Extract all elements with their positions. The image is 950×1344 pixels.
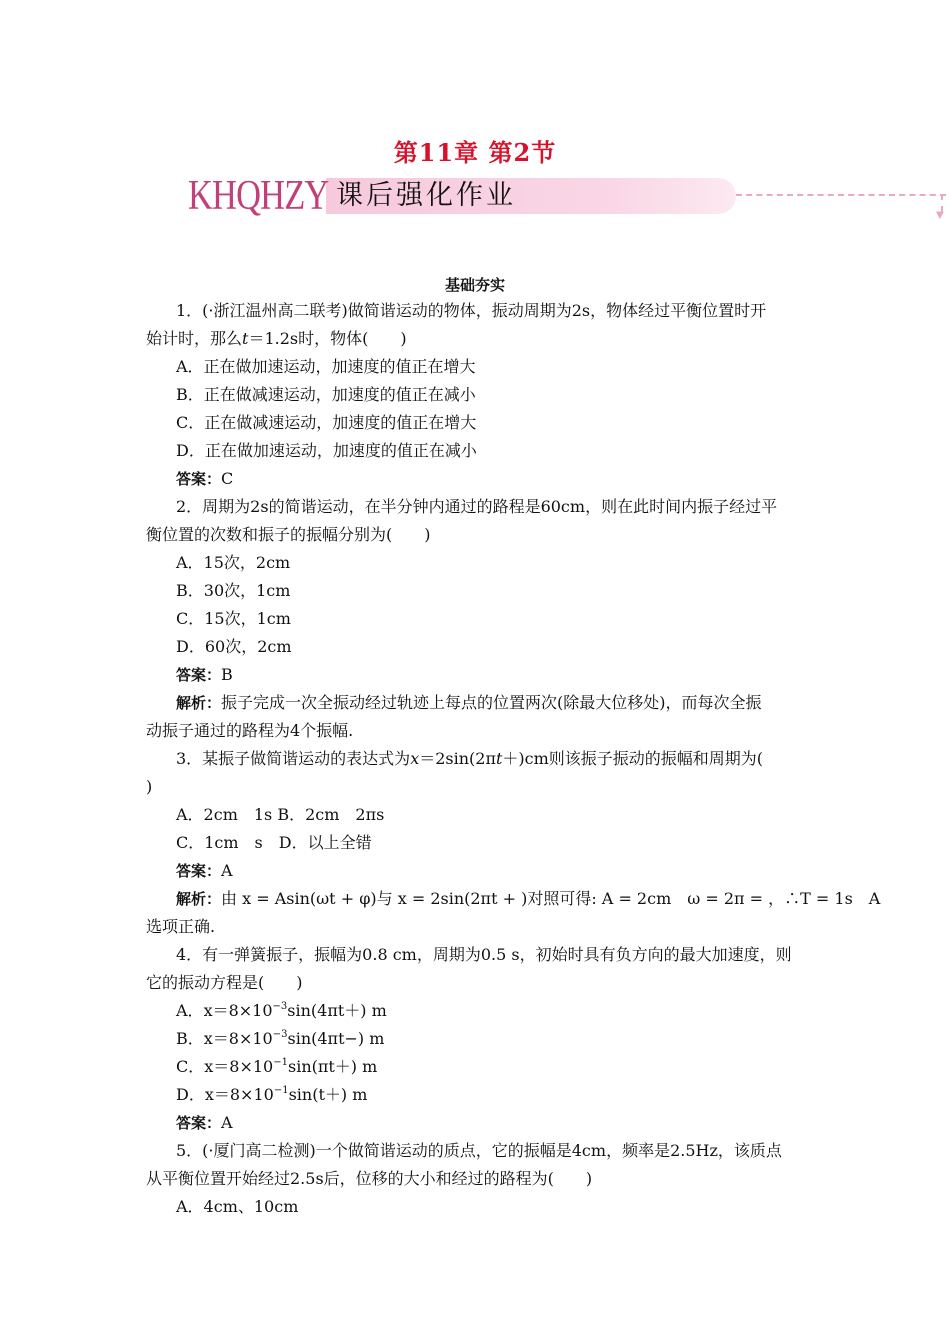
q2-option-d: D．60次，2cm (176, 637, 292, 656)
q3-stem-line1: 3．某振子做简谐运动的表达式为x＝2sin(2πt＋)cm则该振子振动的振幅和周期为( (176, 749, 764, 768)
q2-analysis-line1: 解析：振子完成一次全振动经过轨迹上每点的位置两次(除最大位移处)，而每次全振 (176, 693, 762, 712)
q1-stem-line1: 1．(·浙江温州高二联考)做简谐运动的物体，振动周期为2s，物体经过平衡位置时开 (176, 301, 767, 320)
q3-analysis-line2: 选项正确. (146, 917, 216, 936)
banner-logo: KHQHZY (188, 173, 329, 219)
q4-option-a: A．$x=8\times 10^{-3}\sin(4\pi t+)$ m (176, 1001, 387, 1020)
q3-stem-line2: ) (146, 777, 153, 796)
banner-dash-line (736, 194, 946, 196)
q3-analysis-line1: 解析：由 x = Asin(ωt + φ)与 x = 2sin(2πt + )对照可得: A = 2cm ω = 2π = ，∴T = 1s A (176, 889, 881, 908)
q4-answer: 答案：A (176, 1113, 233, 1132)
q4-stem-line1: 4．有一弹簧振子，振幅为0.8 cm，周期为0.5 s，初始时具有负方向的最大加速度，则 (176, 945, 792, 964)
q5-stem-line2: 从平衡位置开始经过2.5s后，位移的大小和经过的路程为( ) (146, 1169, 593, 1188)
q4-option-d: D．$x=8\times 10^{-1}\sin(t+)$ m (176, 1085, 368, 1104)
banner-text: 课后强化作业 (336, 180, 516, 211)
q2-option-a: A．15次，2cm (176, 553, 291, 572)
q1-option-c: C．正在做减速运动，加速度的值正在增大 (176, 413, 477, 432)
q5-option-a: A．4cm、10cm (176, 1197, 299, 1216)
q2-stem-line2: 衡位置的次数和振子的振幅分别为( ) (146, 525, 431, 544)
q4-option-c: C．$x=8\times 10^{-1}\sin(\pi t+)$ m (176, 1057, 378, 1076)
q1-option-d: D．正在做加速运动，加速度的值正在减小 (176, 441, 477, 460)
q3-options-line1: A．2cm 1s B．2cm 2πs (176, 805, 385, 824)
q1-option-a: A．正在做加速运动，加速度的值正在增大 (176, 357, 476, 376)
homework-banner (188, 172, 944, 221)
q5-stem-line1: 5．(·厦门高二检测)一个做简谐运动的质点，它的振幅是4cm，频率是2.5Hz，该质点 (176, 1141, 782, 1160)
q3-options-line2: C．1cm s D．以上全错 (176, 833, 372, 852)
q1-stem-line2: 始计时，那么t＝1.2s时，物体( ) (146, 329, 407, 348)
q4-option-b: B．$x=8\times 10^{-3}\sin(4\pi t-)$ m (176, 1029, 385, 1048)
q2-option-c: C．15次，1cm (176, 609, 291, 628)
q4-stem-line2: 它的振动方程是( ) (146, 973, 303, 992)
q1-option-b: B．正在做减速运动，加速度的值正在减小 (176, 385, 476, 404)
q2-analysis-line2: 动振子通过的路程为4个振幅. (146, 721, 354, 740)
q1-answer: 答案：C (176, 469, 234, 488)
chapter-title: 第11章 第2节 (393, 138, 557, 167)
q2-option-b: B．30次，1cm (176, 581, 291, 600)
q2-answer: 答案：B (176, 665, 233, 684)
q3-answer: 答案：A (176, 861, 233, 880)
down-arrow-icon: ▼ (936, 210, 944, 221)
section-title: 基础夯实 (444, 276, 505, 294)
q2-stem-line1: 2．周期为2s的简谐运动，在半分钟内通过的路程是60cm，则在此时间内振子经过平 (176, 497, 778, 516)
